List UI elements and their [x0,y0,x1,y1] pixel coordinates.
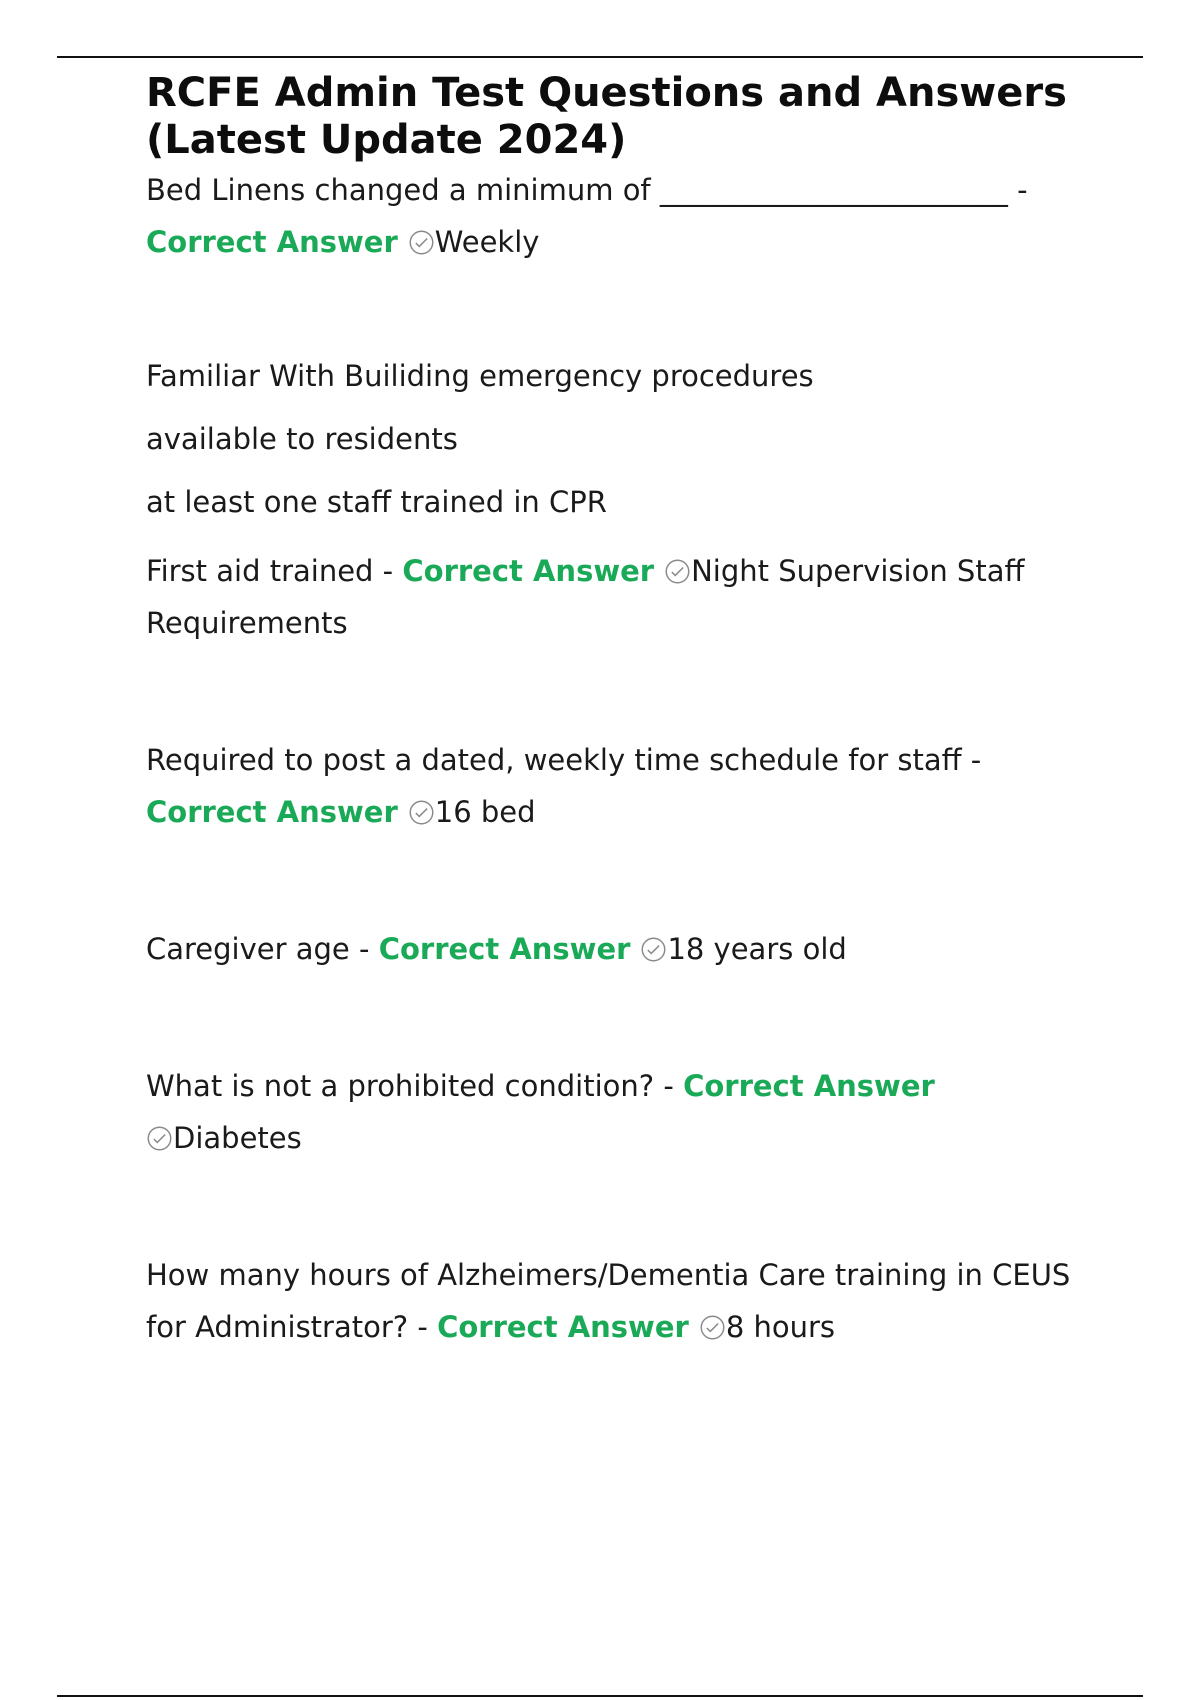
answer-text: 16 bed [434,795,536,829]
question-text: First aid trained - [146,554,394,588]
text-line: available to residents [146,422,458,456]
check-circle-icon [640,936,667,963]
document-title: RCFE Admin Test Questions and Answers (Latest Update 2024) [146,70,1067,163]
question-text: Bed Linens changed a minimum of ________________________ - [146,173,1028,207]
qa-item [146,164,1106,268]
document-page [146,70,1106,1353]
answer-text: Night Supervision Staff Requirements [146,554,1025,640]
answer-text: 8 hours [725,1310,836,1344]
check-circle-icon [408,229,435,256]
answer-text: 18 years old [667,932,847,966]
qa-item [146,545,1106,649]
correct-answer-label: Correct Answer [402,554,655,588]
correct-answer-label: Correct Answer [146,795,398,829]
check-circle-icon [699,1314,726,1341]
bottom-rule [57,1695,1143,1697]
qa-item [146,1060,1106,1164]
correct-answer-label: Correct Answer [146,225,398,259]
correct-answer-label: Correct Answer [683,1069,935,1103]
text-line: at least one staff trained in CPR [146,485,607,519]
question-text: How many hours of Alzheimers/Dementia Care training in CEUS for Administrator? - [146,1258,1071,1344]
answer-text: Weekly [434,225,540,259]
check-circle-icon [664,558,691,585]
question-text: Required to post a dated, weekly time schedule for staff - [146,743,982,777]
correct-answer-label: Correct Answer [378,932,631,966]
qa-item [146,734,1106,838]
top-rule [57,56,1143,58]
check-circle-icon [408,799,435,826]
question-text: What is not a prohibited condition? - [146,1069,674,1103]
correct-answer-label: Correct Answer [437,1310,689,1344]
qa-item [146,923,1106,975]
question-text: Caregiver age - [146,932,370,966]
text-line: Familiar With Builiding emergency procedures [146,359,814,393]
check-circle-icon [146,1125,173,1152]
qa-item [146,1249,1106,1353]
answer-text: Diabetes [173,1121,302,1155]
